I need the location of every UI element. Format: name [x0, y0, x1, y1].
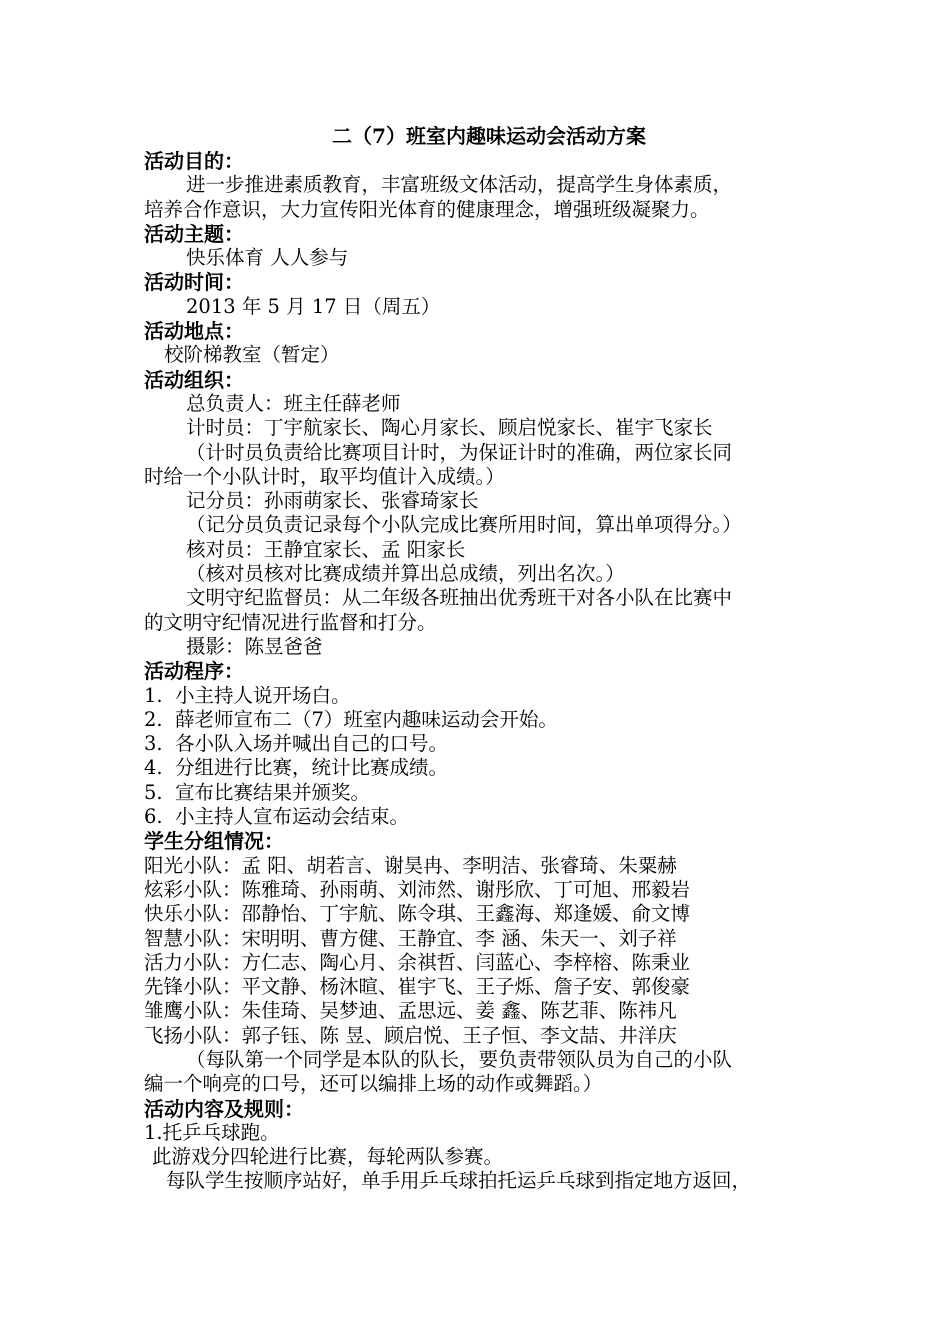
organization-line: 文明守纪监督员：从二年级各班抽出优秀班干对各小队在比赛中	[186, 586, 733, 610]
organization-heading: 活动组织：	[144, 367, 244, 392]
team-line: 阳光小队：孟 阳、胡若言、谢昊冉、李明洁、张睿琦、朱粟赫	[144, 853, 677, 877]
document-page	[144, 124, 824, 1194]
document-title: 二（7）班室内趣味运动会活动方案	[332, 124, 646, 148]
procedure-item: 4. 分组进行比赛，统计比赛成绩。	[144, 756, 449, 780]
team-line: 飞扬小队：郭子钰、陈 昱、顾启悦、王子恒、李文喆、井洋庆	[144, 1023, 677, 1047]
organization-line: （计时员负责给比赛项目计时，为保证计时的准确，两位家长同	[186, 440, 733, 464]
team-line: 快乐小队：邵静怡、丁宇航、陈令琪、王鑫海、郑逢媛、俞文博	[144, 902, 691, 926]
organization-line: 核对员：王静宜家长、孟 阳家长	[186, 537, 466, 561]
organization-line: 总负责人：班主任薛老师	[186, 391, 401, 415]
organization-line: 计时员：丁宇航家长、陶心月家长、顾启悦家长、崔宇飞家长	[186, 416, 713, 440]
theme-text: 快乐体育 人人参与	[186, 246, 349, 270]
groups-heading: 学生分组情况：	[144, 829, 284, 854]
groups-note-line: 编一个响亮的口号，还可以编排上场的动作或舞蹈。）	[144, 1072, 603, 1096]
organization-line: 时给一个小队计时，取平均值计入成绩。）	[144, 464, 505, 488]
procedure-item: 2. 薛老师宣布二（7）班室内趣味运动会开始。	[144, 707, 558, 731]
purpose-heading: 活动目的：	[144, 149, 244, 173]
organization-line: （核对员核对比赛成绩并算出总成绩，列出名次。）	[186, 562, 625, 586]
rules-line: 1.托乒乓球跑。	[144, 1120, 280, 1144]
place-heading: 活动地点：	[144, 319, 244, 344]
team-line: 智慧小队：宋明明、曹方健、王静宜、李 涵、朱天一、刘子祥	[144, 926, 677, 950]
purpose-line: 进一步推进素质教育，丰富班级文体活动，提高学生身体素质，	[186, 173, 733, 197]
organization-line: 的文明守纪情况进行监督和打分。	[144, 610, 437, 634]
procedure-item: 6. 小主持人宣布运动会结束。	[144, 805, 410, 829]
organization-line: （记分员负责记录每个小队完成比赛所用时间，算出单项得分。）	[186, 513, 742, 537]
team-line: 活力小队：方仁志、陶心月、余祺哲、闫蓝心、李梓榕、陈秉业	[144, 950, 691, 974]
groups-note-line: （每队第一个同学是本队的队长，要负责带领队员为自己的小队	[186, 1047, 733, 1071]
rules-heading: 活动内容及规则：	[144, 1096, 304, 1121]
time-text: 2013 年 5 月 17 日（周五）	[186, 294, 441, 318]
rules-line: 此游戏分四轮进行比赛，每轮两队参赛。	[152, 1145, 504, 1169]
team-line: 雏鹰小队：朱佳琦、吴梦迪、孟思远、姜 鑫、陈艺菲、陈祎凡	[144, 999, 677, 1023]
procedure-heading: 活动程序：	[144, 659, 244, 684]
procedure-item: 3. 各小队入场并喊出自己的口号。	[144, 732, 449, 756]
organization-line: 摄影：陈昱爸爸	[186, 634, 323, 658]
rules-line: 每队学生按顺序站好，单手用乒乓球拍托运乒乓球到指定地方返回，	[166, 1169, 752, 1193]
time-heading: 活动时间：	[144, 270, 244, 295]
team-line: 先锋小队：平文静、杨沐暄、崔宇飞、王子烁、詹子安、郭俊豪	[144, 975, 691, 999]
procedure-item: 1. 小主持人说开场白。	[144, 683, 351, 707]
team-line: 炫彩小队：陈雅琦、孙雨萌、刘沛然、谢彤欣、丁可旭、邢毅岩	[144, 877, 691, 901]
procedure-item: 5. 宣布比赛结果并颁奖。	[144, 780, 371, 804]
theme-heading: 活动主题：	[144, 221, 244, 246]
organization-line: 记分员：孙雨萌家长、张睿琦家长	[186, 489, 479, 513]
purpose-line: 培养合作意识，大力宣传阳光体育的健康理念，增强班级凝聚力。	[144, 197, 710, 221]
place-text: 校阶梯教室（暂定）	[164, 343, 340, 367]
